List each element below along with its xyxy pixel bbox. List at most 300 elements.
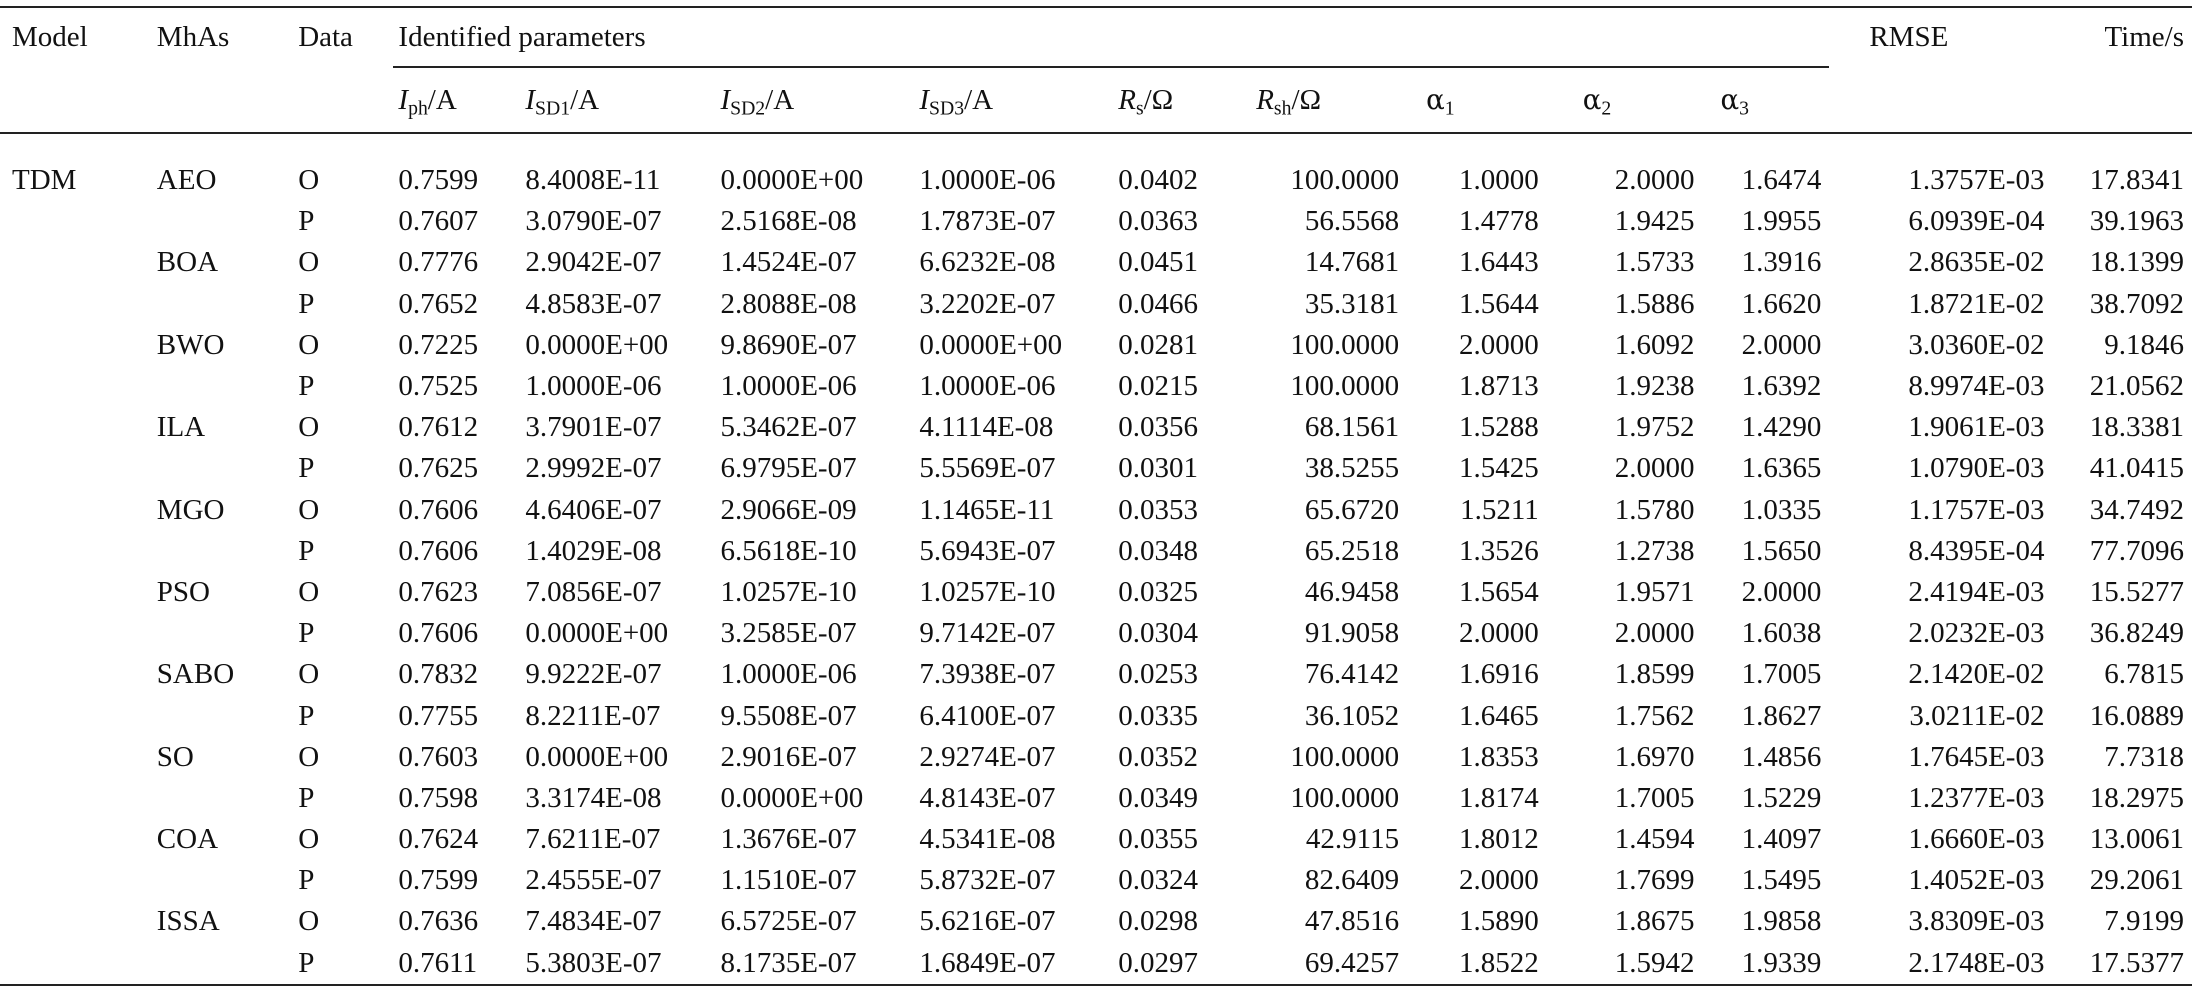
- cell-data: P: [298, 370, 315, 403]
- cell-rs: 0.0298: [1118, 905, 1198, 938]
- table-row: [0, 242, 2192, 283]
- cell-alpha2: 1.9238: [1614, 370, 1695, 403]
- table-row: [0, 284, 2192, 325]
- cell-algorithm: AEO: [156, 164, 217, 197]
- cell-alpha3: 1.6392: [1741, 370, 1822, 403]
- cell-alpha3: 1.4097: [1741, 823, 1822, 856]
- cell-model: [0, 572, 152, 613]
- cell-rs: 0.0451: [1118, 246, 1198, 279]
- header-rmse: RMSE: [1869, 21, 1949, 53]
- cell-isd3: 5.8732E-07: [919, 864, 1056, 897]
- cell-iph: 0.7625: [398, 452, 479, 485]
- cell-time: 17.8341: [2089, 164, 2184, 197]
- cell-rs: 0.0363: [1118, 205, 1198, 238]
- cell-rsh: 100.0000: [1290, 781, 1400, 814]
- cell-alpha2: 1.7699: [1614, 864, 1695, 897]
- cell-isd2: 1.3676E-07: [720, 823, 857, 856]
- cell-alpha1: 1.8713: [1459, 370, 1539, 403]
- cell-rs: 0.0335: [1118, 699, 1198, 732]
- cell-algorithm: SABO: [156, 658, 235, 691]
- cell-alpha3: 1.6365: [1741, 452, 1822, 485]
- cell-alpha1: 1.5288: [1459, 411, 1539, 444]
- cell-isd3: 5.6943E-07: [919, 534, 1056, 567]
- cell-rmse: 8.4395E-04: [1908, 534, 2045, 567]
- cell-isd1: 0.0000E+00: [525, 617, 669, 650]
- cell-isd3: 4.5341E-08: [919, 823, 1056, 856]
- cell-alpha3: 1.5650: [1741, 534, 1822, 567]
- cell-isd2: 0.0000E+00: [720, 164, 864, 197]
- cell-isd3: 1.7873E-07: [919, 205, 1056, 238]
- cell-alpha1: 1.3526: [1459, 534, 1539, 567]
- cell-model: [0, 490, 152, 531]
- cell-rsh: 100.0000: [1290, 370, 1400, 403]
- cell-alpha1: 2.0000: [1459, 617, 1539, 650]
- cell-isd3: 9.7142E-07: [919, 617, 1056, 650]
- cell-iph: 0.7624: [398, 823, 479, 856]
- cell-rsh: 76.4142: [1304, 658, 1400, 691]
- cell-rsh: 14.7681: [1304, 246, 1400, 279]
- cell-rsh: 35.3181: [1304, 287, 1400, 320]
- cell-rs: 0.0215: [1118, 370, 1198, 403]
- cell-algorithm: [152, 531, 293, 572]
- cell-alpha1: 1.8353: [1459, 740, 1539, 773]
- cell-alpha1: 1.5654: [1459, 575, 1539, 608]
- cell-time: 77.7096: [2089, 534, 2184, 567]
- table-row: [0, 407, 2192, 448]
- cell-rs: 0.0353: [1118, 493, 1198, 526]
- cell-rs: 0.0253: [1118, 658, 1198, 691]
- cell-isd1: 4.6406E-07: [525, 493, 662, 526]
- cell-alpha2: 2.0000: [1614, 164, 1695, 197]
- cell-alpha1: 1.8522: [1404, 943, 1557, 985]
- cell-rmse: 1.7645E-03: [1908, 740, 2045, 773]
- cell-data: O: [298, 493, 320, 526]
- cell-alpha3: 1.6474: [1741, 164, 1822, 197]
- header-isd3: $I_{SD3}/A$: [919, 83, 994, 120]
- cell-rs: 0.0281: [1118, 328, 1198, 361]
- cell-time: 36.8249: [2089, 617, 2184, 650]
- cell-isd3: 7.3938E-07: [919, 658, 1056, 691]
- cell-alpha3: 1.9955: [1741, 205, 1822, 238]
- header-alpha2: $\alpha_2$: [1582, 83, 1612, 120]
- cell-time: 18.2975: [2089, 781, 2184, 814]
- cell-alpha1: 1.0000: [1459, 164, 1539, 197]
- cell-iph: 0.7225: [398, 328, 479, 361]
- cell-rs: 0.0348: [1118, 534, 1198, 567]
- table-row: [0, 490, 2192, 531]
- cell-isd2: 9.8690E-07: [720, 328, 857, 361]
- cell-alpha2: 1.7005: [1614, 781, 1695, 814]
- table-row: [0, 366, 2192, 407]
- cell-alpha2: 1.4594: [1614, 823, 1695, 856]
- cell-data: O: [298, 905, 320, 938]
- table-row: [0, 654, 2192, 695]
- cell-isd3: 1.0000E-06: [919, 370, 1056, 403]
- cell-time: 9.1846: [2104, 328, 2184, 361]
- cell-isd2: 5.3462E-07: [720, 411, 857, 444]
- cell-isd3: 5.6216E-07: [919, 905, 1056, 938]
- cell-isd2: 1.0257E-10: [720, 575, 857, 608]
- cell-data: P: [298, 781, 315, 814]
- cell-alpha1: 1.8012: [1459, 823, 1539, 856]
- cell-alpha3: 1.3916: [1741, 246, 1822, 279]
- cell-rmse: 1.8721E-02: [1908, 287, 2045, 320]
- cell-time: 21.0562: [2089, 370, 2184, 403]
- cell-model: [0, 366, 152, 407]
- cell-alpha3: 1.9339: [1713, 943, 1830, 985]
- cell-rmse: 1.2377E-03: [1908, 781, 2045, 814]
- cell-time: 41.0415: [2089, 452, 2184, 485]
- cell-iph: 0.7599: [398, 864, 479, 897]
- cell-data: P: [298, 617, 315, 650]
- cell-rs: 0.0297: [1113, 943, 1236, 985]
- table-row: [0, 201, 2192, 242]
- cell-alpha2: 1.5942: [1557, 943, 1713, 985]
- cell-alpha3: 1.9858: [1741, 905, 1822, 938]
- cell-isd2: 1.0000E-06: [720, 370, 857, 403]
- cell-rs: 0.0352: [1118, 740, 1198, 773]
- cell-rsh: 38.5255: [1304, 452, 1400, 485]
- cell-isd2: 1.0000E-06: [720, 658, 857, 691]
- cell-alpha3: 1.6620: [1741, 287, 1822, 320]
- cell-isd2: 3.2585E-07: [720, 617, 857, 650]
- cell-time: 39.1963: [2089, 205, 2184, 238]
- cell-data: O: [298, 658, 320, 691]
- header-data: Data: [298, 21, 353, 53]
- table-row: [0, 943, 2192, 985]
- cell-alpha2: 1.5780: [1614, 493, 1695, 526]
- cell-model: [0, 613, 152, 654]
- header-rsh: $R_{sh}/\Omega$: [1256, 83, 1322, 120]
- cell-rmse: 8.9974E-03: [1908, 370, 2045, 403]
- cell-alpha1: 2.0000: [1459, 864, 1539, 897]
- table-row: [0, 448, 2192, 489]
- table-row: [0, 860, 2192, 901]
- cell-isd1: 3.3174E-08: [525, 781, 662, 814]
- cell-isd3: 4.8143E-07: [919, 781, 1056, 814]
- cell-isd1: 7.0856E-07: [525, 575, 662, 608]
- cell-model: [0, 654, 152, 695]
- cell-data: P: [298, 205, 315, 238]
- cell-alpha3: 2.0000: [1741, 328, 1822, 361]
- cell-alpha3: 1.4856: [1741, 740, 1822, 773]
- cell-model: [0, 860, 152, 901]
- cell-isd2: 8.1735E-07: [715, 943, 914, 985]
- cell-alpha2: 1.8675: [1614, 905, 1695, 938]
- cell-isd1: 2.4555E-07: [525, 864, 662, 897]
- cell-rsh: 91.9058: [1304, 617, 1400, 650]
- cell-alpha2: 1.9752: [1614, 411, 1695, 444]
- cell-rmse: 2.0232E-03: [1908, 617, 2045, 650]
- cell-alpha1: 1.6443: [1459, 246, 1539, 279]
- cell-time: 7.9199: [2104, 905, 2184, 938]
- cell-algorithm: [152, 943, 293, 985]
- header-alpha3: $\alpha_3$: [1720, 83, 1749, 120]
- cell-time: 34.7492: [2089, 493, 2184, 526]
- cell-algorithm: MGO: [156, 493, 225, 526]
- cell-model: [0, 531, 152, 572]
- cell-isd1: 4.8583E-07: [525, 287, 662, 320]
- cell-isd3: 1.0000E-06: [919, 164, 1056, 197]
- cell-iph: 0.7755: [398, 699, 479, 732]
- cell-isd2: 6.5725E-07: [720, 905, 857, 938]
- cell-isd3: 6.4100E-07: [919, 699, 1056, 732]
- cell-alpha2: 1.9425: [1614, 205, 1695, 238]
- cell-rmse: 1.0790E-03: [1908, 452, 2045, 485]
- cell-time: 38.7092: [2089, 287, 2184, 320]
- cell-isd2: 6.5618E-10: [720, 534, 857, 567]
- cell-alpha3: 1.6038: [1741, 617, 1822, 650]
- cell-alpha2: 1.7562: [1614, 699, 1695, 732]
- cell-time: 17.5377: [2062, 943, 2192, 985]
- cell-iph: 0.7776: [398, 246, 479, 279]
- cell-alpha2: 1.5886: [1614, 287, 1695, 320]
- cell-model: [0, 201, 152, 242]
- cell-rs: 0.0301: [1118, 452, 1198, 485]
- cell-time: 29.2061: [2089, 864, 2184, 897]
- cell-alpha1: 1.5425: [1459, 452, 1539, 485]
- cell-time: 6.7815: [2104, 658, 2184, 691]
- cell-alpha2: 1.2738: [1614, 534, 1695, 567]
- cell-isd2: 2.5168E-08: [720, 205, 857, 238]
- header-mhas: MhAs: [156, 21, 230, 53]
- cell-model: [0, 242, 152, 283]
- cell-iph: 0.7603: [398, 740, 479, 773]
- cell-algorithm: [152, 778, 293, 819]
- table-row: [0, 778, 2192, 819]
- cell-data: O: [298, 328, 320, 361]
- header-isd2: $I_{SD2}/A$: [720, 83, 795, 120]
- cell-isd3: 1.6849E-07: [914, 943, 1113, 985]
- cell-iph: 0.7612: [398, 411, 479, 444]
- cell-alpha2: 2.0000: [1614, 617, 1695, 650]
- cell-iph: 0.7611: [393, 943, 497, 985]
- cell-algorithm: COA: [156, 823, 219, 856]
- cell-isd1: 8.4008E-11: [525, 164, 661, 197]
- cell-rs: 0.0324: [1118, 864, 1198, 897]
- table-row: [0, 819, 2192, 860]
- cell-isd1: 0.0000E+00: [525, 740, 669, 773]
- cell-algorithm: [152, 695, 293, 736]
- cell-rmse: 1.6660E-03: [1908, 823, 2045, 856]
- cell-iph: 0.7832: [398, 658, 479, 691]
- cell-rsh: 100.0000: [1290, 740, 1400, 773]
- cell-rmse: 2.1420E-02: [1908, 658, 2045, 691]
- cell-model: [0, 325, 152, 366]
- cell-iph: 0.7607: [398, 205, 479, 238]
- cell-rmse: 6.0939E-04: [1908, 205, 2045, 238]
- cell-rmse: 3.0211E-02: [1909, 699, 2045, 732]
- cell-time: 18.1399: [2089, 246, 2184, 279]
- cell-iph: 0.7623: [398, 575, 479, 608]
- cell-rsh: 100.0000: [1290, 328, 1400, 361]
- table-body: [0, 134, 2192, 985]
- cell-model: [0, 737, 152, 778]
- table-row: [0, 134, 2192, 201]
- cell-isd1: 5.3803E-07: [497, 943, 715, 985]
- cell-isd1: 7.6211E-07: [525, 823, 661, 856]
- table-row: [0, 737, 2192, 778]
- cell-alpha3: 1.8627: [1741, 699, 1822, 732]
- cell-alpha2: 1.6092: [1614, 328, 1695, 361]
- cell-rsh: 65.2518: [1304, 534, 1400, 567]
- cell-data: O: [298, 575, 320, 608]
- cell-data: O: [298, 164, 320, 197]
- cell-alpha1: 1.5644: [1459, 287, 1539, 320]
- cell-algorithm: SO: [156, 740, 194, 773]
- cell-isd3: 3.2202E-07: [919, 287, 1056, 320]
- cell-data: P: [298, 864, 315, 897]
- header-time: Time/s: [2104, 21, 2184, 53]
- cell-alpha1: 1.6465: [1459, 699, 1539, 732]
- cell-alpha3: 1.4290: [1741, 411, 1822, 444]
- cell-isd1: 2.9992E-07: [525, 452, 662, 485]
- table-row: [0, 572, 2192, 613]
- cell-rsh: 56.5568: [1304, 205, 1400, 238]
- cell-isd2: 2.9016E-07: [720, 740, 857, 773]
- cell-isd2: 2.9066E-09: [720, 493, 857, 526]
- cell-data: P: [298, 287, 315, 320]
- cell-rsh: 82.6409: [1304, 864, 1400, 897]
- cell-alpha3: 1.5229: [1741, 781, 1822, 814]
- cell-model: [0, 901, 152, 942]
- cell-alpha1: 1.5890: [1459, 905, 1539, 938]
- cell-isd1: 3.7901E-07: [525, 411, 662, 444]
- cell-iph: 0.7606: [398, 534, 479, 567]
- cell-algorithm: ILA: [156, 411, 206, 444]
- cell-iph: 0.7606: [398, 617, 479, 650]
- cell-isd1: 1.4029E-08: [525, 534, 662, 567]
- cell-data: P: [298, 699, 315, 732]
- cell-isd3: 0.0000E+00: [919, 328, 1063, 361]
- cell-data: O: [298, 246, 320, 279]
- cell-iph: 0.7599: [398, 164, 479, 197]
- cell-isd2: 6.9795E-07: [720, 452, 857, 485]
- cell-isd3: 1.1465E-11: [919, 493, 1055, 526]
- cell-rmse: 2.4194E-03: [1908, 575, 2045, 608]
- cell-time: 18.3381: [2089, 411, 2184, 444]
- cell-rmse: 3.8309E-03: [1908, 905, 2045, 938]
- cell-time: 13.0061: [2089, 823, 2184, 856]
- cell-isd2: 9.5508E-07: [720, 699, 857, 732]
- cell-algorithm: [152, 201, 293, 242]
- cell-rsh: 69.4257: [1236, 943, 1404, 985]
- cell-alpha1: 1.4778: [1459, 205, 1539, 238]
- cell-rmse: 2.8635E-02: [1908, 246, 2045, 279]
- cell-isd2: 0.0000E+00: [720, 781, 864, 814]
- cell-rsh: 36.1052: [1304, 699, 1400, 732]
- cell-rsh: 65.6720: [1304, 493, 1400, 526]
- parameter-results-table: [0, 6, 2192, 986]
- cell-model: [0, 943, 152, 985]
- cell-rsh: 68.1561: [1304, 411, 1400, 444]
- cell-alpha1: 1.8174: [1459, 781, 1539, 814]
- cell-model: [0, 819, 152, 860]
- cell-time: 7.7318: [2104, 740, 2184, 773]
- cell-isd2: 1.1510E-07: [720, 864, 857, 897]
- cell-rs: 0.0402: [1118, 164, 1198, 197]
- cell-iph: 0.7606: [398, 493, 479, 526]
- cell-isd1: 7.4834E-07: [525, 905, 662, 938]
- cell-algorithm: [152, 284, 293, 325]
- cell-model: [0, 778, 152, 819]
- table-row: [0, 325, 2192, 366]
- header-iph: $I_{ph}/A$: [398, 83, 457, 120]
- cell-rs: 0.0349: [1118, 781, 1198, 814]
- cell-rs: 0.0304: [1118, 617, 1198, 650]
- cell-algorithm: [152, 613, 293, 654]
- cell-rmse: 1.9061E-03: [1908, 411, 2045, 444]
- cell-data: O: [298, 823, 320, 856]
- cell-data: P: [298, 534, 315, 567]
- cell-alpha1: 1.5211: [1460, 493, 1539, 526]
- cell-alpha2: 2.0000: [1614, 452, 1695, 485]
- cell-algorithm: [152, 860, 293, 901]
- cell-isd1: 0.0000E+00: [525, 328, 669, 361]
- cell-isd1: 2.9042E-07: [525, 246, 662, 279]
- cell-alpha2: 1.5733: [1614, 246, 1695, 279]
- cell-rs: 0.0355: [1118, 823, 1198, 856]
- cell-algorithm: [152, 448, 293, 489]
- cell-model: [0, 284, 152, 325]
- table-row: [0, 613, 2192, 654]
- cell-rs: 0.0466: [1118, 287, 1198, 320]
- cell-time: 16.0889: [2089, 699, 2184, 732]
- cell-isd1: 1.0000E-06: [525, 370, 662, 403]
- cell-alpha3: 2.0000: [1741, 575, 1822, 608]
- cell-algorithm: PSO: [156, 575, 210, 608]
- cell-isd1: 9.9222E-07: [525, 658, 662, 691]
- cell-model: [0, 695, 152, 736]
- cell-algorithm: BWO: [156, 328, 225, 361]
- table-row: [0, 901, 2192, 942]
- cell-rsh: 42.9115: [1305, 823, 1400, 856]
- cell-rsh: 47.8516: [1304, 905, 1400, 938]
- cell-rs: 0.0356: [1118, 411, 1198, 444]
- cell-alpha3: 1.5495: [1741, 864, 1822, 897]
- cell-rmse: 1.3757E-03: [1908, 164, 2045, 197]
- table-row: [0, 695, 2192, 736]
- cell-rmse: 3.0360E-02: [1908, 328, 2045, 361]
- cell-rsh: 100.0000: [1290, 164, 1400, 197]
- cell-isd3: 6.6232E-08: [919, 246, 1056, 279]
- header-alpha1: $\alpha_1$: [1426, 83, 1455, 120]
- table-row: [0, 531, 2192, 572]
- cell-isd1: 8.2211E-07: [525, 699, 661, 732]
- header-isd1: $I_{SD1}/A$: [525, 83, 600, 120]
- cell-algorithm: ISSA: [156, 905, 220, 938]
- cell-iph: 0.7652: [398, 287, 479, 320]
- cell-time: 15.5277: [2089, 575, 2184, 608]
- cell-alpha2: 1.8599: [1614, 658, 1695, 691]
- cell-alpha1: 1.6916: [1459, 658, 1539, 691]
- cell-rmse: 1.4052E-03: [1908, 864, 2045, 897]
- cell-model: [0, 407, 152, 448]
- cell-isd2: 1.4524E-07: [720, 246, 857, 279]
- cell-rmse: 1.1757E-03: [1908, 493, 2045, 526]
- cell-alpha2: 1.6970: [1614, 740, 1695, 773]
- cell-isd3: 5.5569E-07: [919, 452, 1056, 485]
- cell-algorithm: [152, 366, 293, 407]
- cell-algorithm: BOA: [156, 246, 219, 279]
- cell-alpha2: 1.9571: [1614, 575, 1695, 608]
- cell-iph: 0.7525: [398, 370, 479, 403]
- cell-isd3: 2.9274E-07: [919, 740, 1056, 773]
- cell-data: P: [293, 943, 393, 985]
- cell-model: TDM: [12, 164, 77, 197]
- cell-data: O: [298, 411, 320, 444]
- cell-isd1: 3.0790E-07: [525, 205, 662, 238]
